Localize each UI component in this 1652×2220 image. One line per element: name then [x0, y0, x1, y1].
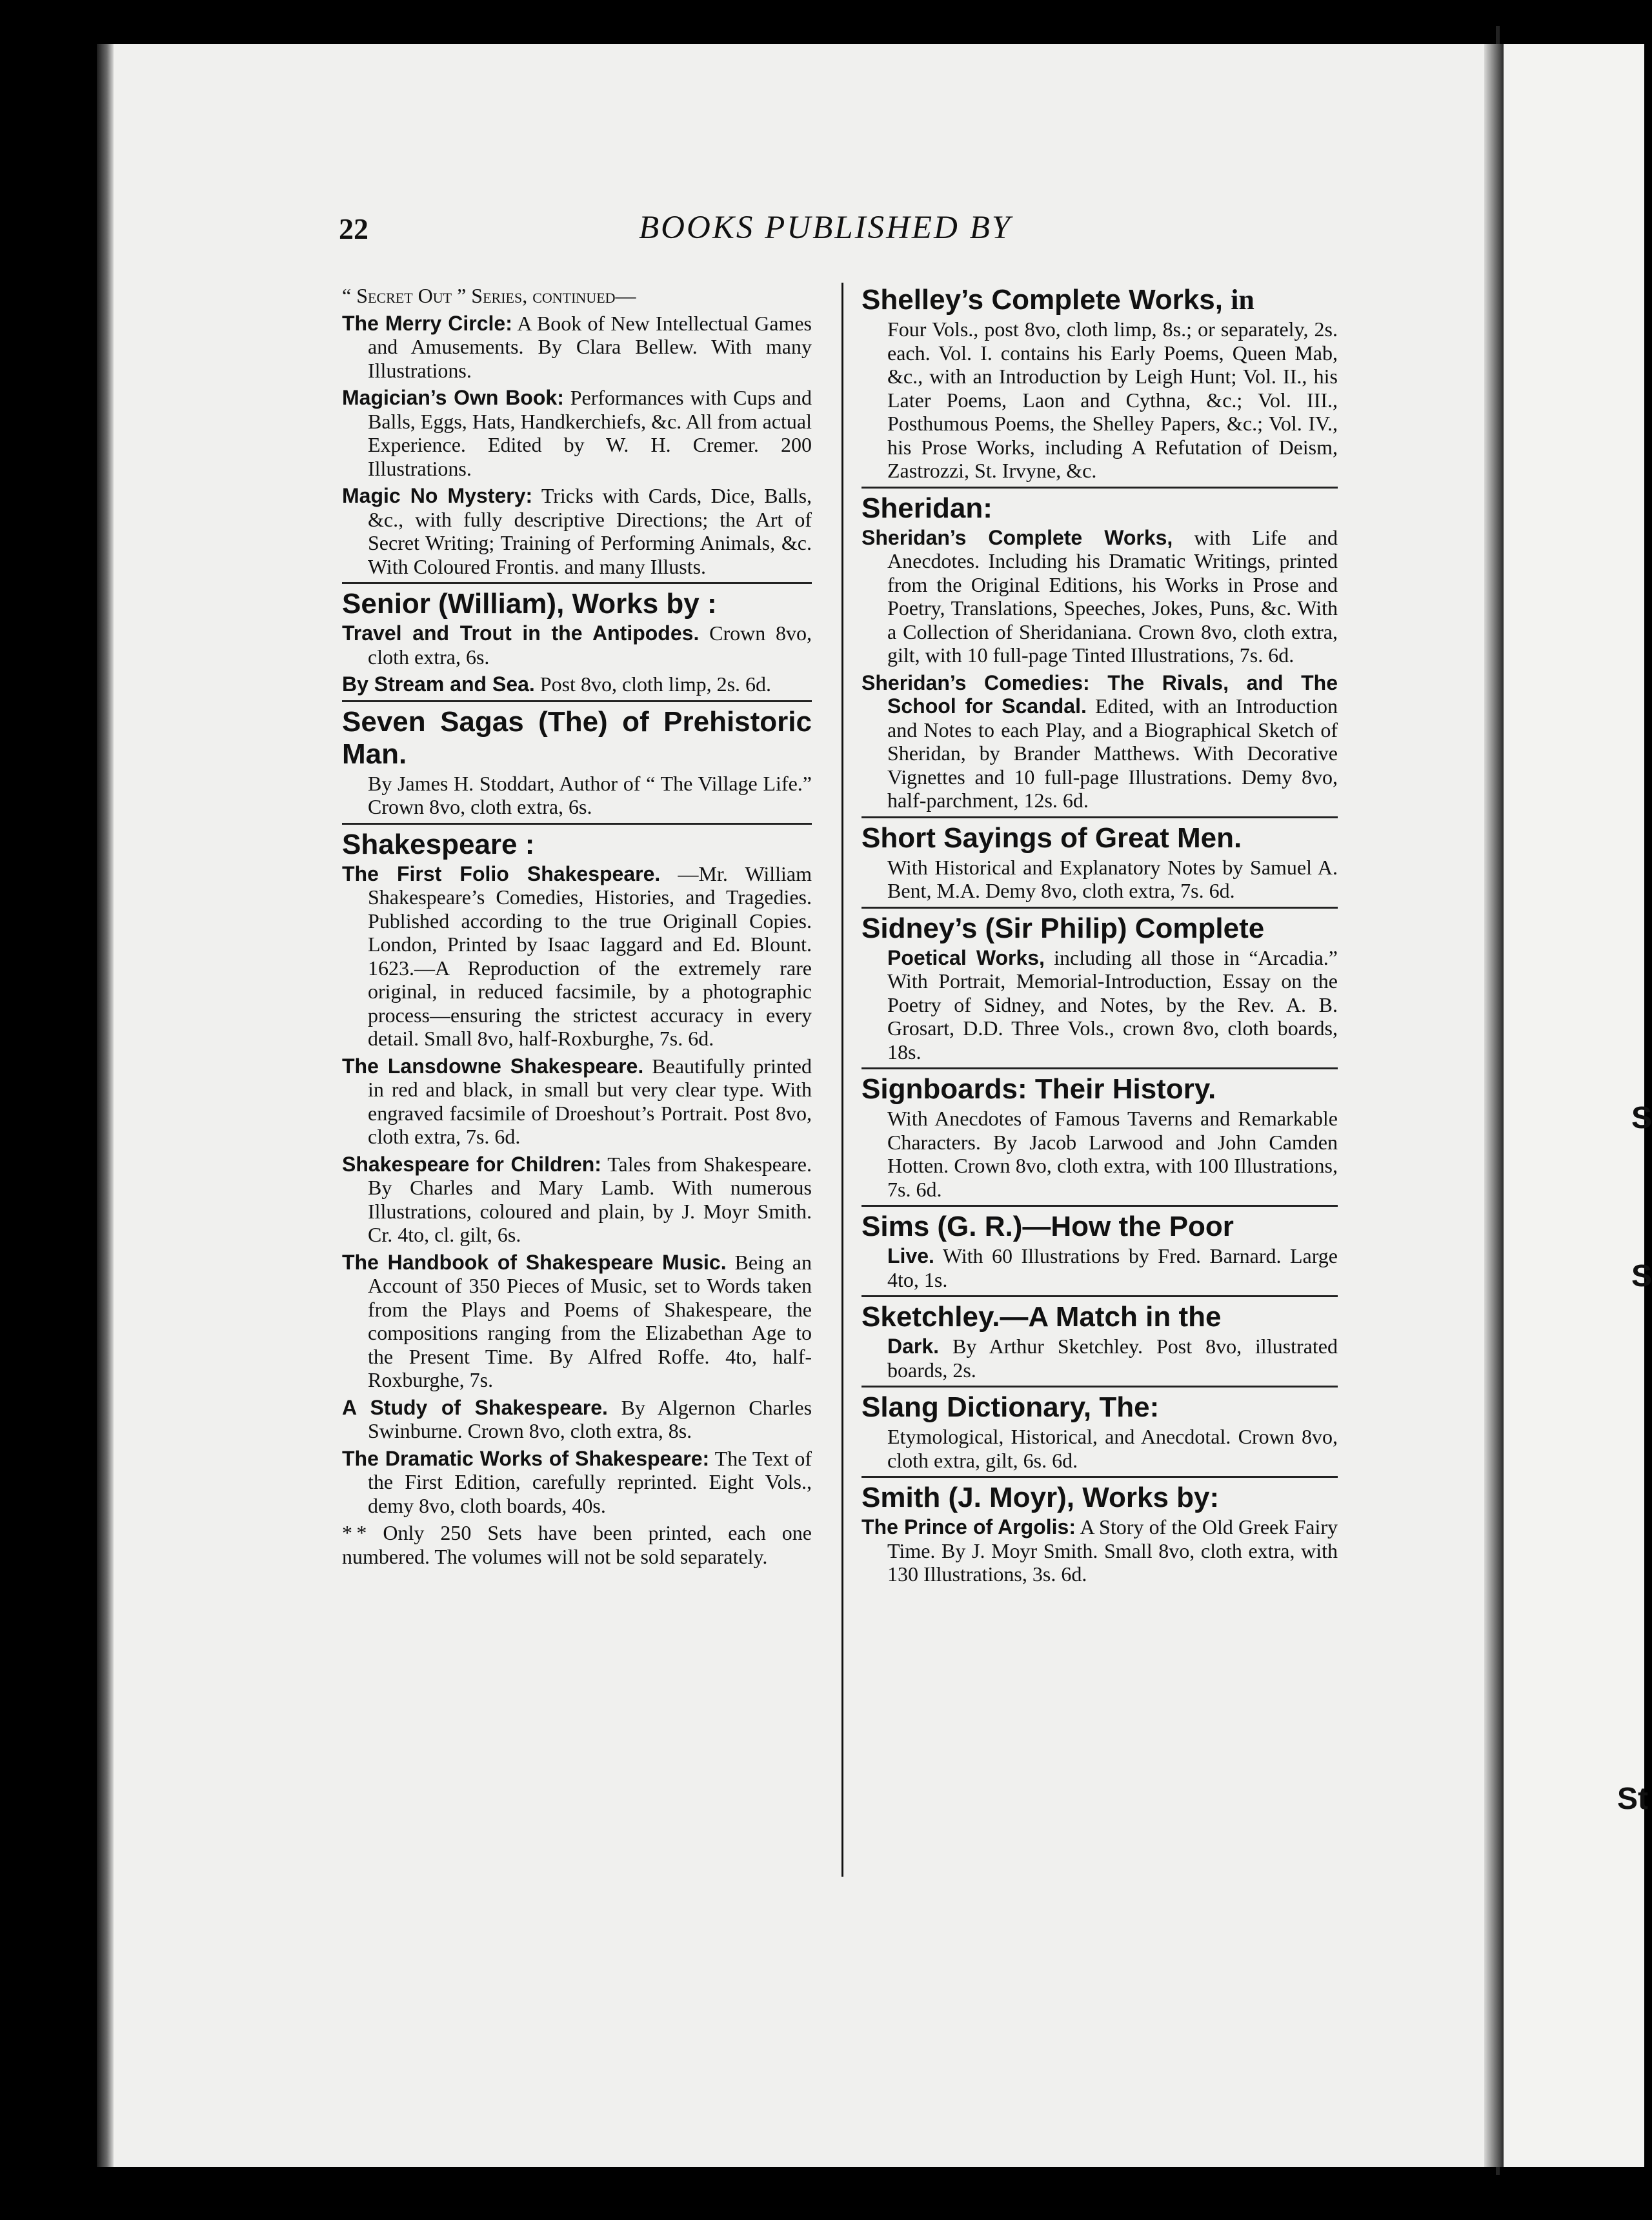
- section-rule: [861, 907, 1338, 909]
- section-rule: [861, 816, 1338, 818]
- page-header: [339, 212, 1087, 257]
- section-rule: [861, 1295, 1338, 1297]
- entry-text: With Historical and Explanatory Notes by Samuel A. Bent, M.A. Demy 8vo, cloth extra, 7s. 6d.: [887, 855, 1338, 902]
- section-title: Seven Sagas (The) of Prehistoric Man.: [342, 705, 812, 770]
- entry-text: With 60 Illustrations by Fred. Barnard. Large 4to, 1s.: [887, 1244, 1338, 1291]
- section-rule: [861, 487, 1338, 489]
- facing-page-fragment: S: [1631, 1259, 1652, 1293]
- column-divider: [841, 283, 843, 1877]
- entry-text: Edited, with an Introduction and Notes to each Play, and a Biographical Sketch of Sheridan, by Brander Matthews. With Decorative Vignettes and 10 full-page Illustrations. Demy 8vo, half-parchment, 12s. 6d.: [887, 694, 1338, 812]
- entry-title: Magician’s Own Book:: [342, 386, 564, 409]
- section-rule: [861, 1205, 1338, 1207]
- section-title: Sidney’s (Sir Philip) Complete: [861, 912, 1265, 944]
- section-rule: [342, 700, 812, 702]
- page-spine-shadow: [97, 44, 114, 2167]
- section-title: Senior (William), Works by :: [342, 588, 717, 620]
- entry-text: including all those in “Arcadia.” With Portrait, Memorial-Introduction, Essay on the Poetry of Sidney, and Notes, by the Rev. A. B. Grosart, D.D. Three Vols., crown 8vo, cloth boards, 18s.: [887, 945, 1338, 1064]
- section-title: Short Sayings of Great Men.: [861, 822, 1242, 854]
- entry-title: Live.: [887, 1244, 934, 1267]
- list-item: [342, 1251, 812, 1392]
- entry-title: The Prince of Argolis:: [861, 1515, 1076, 1539]
- facing-page-fragment: S: [1631, 1101, 1652, 1135]
- page-number: 22: [339, 212, 368, 245]
- list-item: [861, 1335, 1338, 1382]
- section-title: Sketchley.—A Match in the: [861, 1301, 1222, 1333]
- section-title: Shakespeare :: [342, 828, 535, 860]
- section-title-main: Slang Dictionary, The:: [861, 1391, 1160, 1423]
- entry-title: A Study of Shakespeare.: [342, 1395, 608, 1419]
- section-title: Sims (G. R.)—How the Poor: [861, 1211, 1234, 1242]
- list-item: [342, 312, 812, 383]
- section-rule: [861, 1386, 1338, 1388]
- list-item: [342, 1447, 812, 1518]
- entry-text: Beautifully printed in red and black, in small but very clear type. With engraved facsimile of Droeshout’s Portrait. Post 8vo, cloth extra, 7s. 6d.: [368, 1054, 812, 1148]
- section-title: Signboards: Their History.: [861, 1073, 1216, 1105]
- list-item: [342, 1396, 812, 1443]
- entry-text: Being an Account of 350 Pieces of Music, set to Words taken from the Plays and Poems of Shakespeare, the compositions ranging from the Elizabethan Age to the Present Time. By Alfred Roffe. 4to, half-Roxburghe, 7s.: [368, 1250, 812, 1391]
- list-item: [342, 672, 812, 696]
- section-title: [861, 284, 1338, 316]
- entry-title: Sheridan’s Comedies: The Rivals, and The School for Scandal.: [861, 671, 1338, 718]
- entry-title: Magic No Mystery:: [342, 484, 533, 507]
- entry-text: A Book of New Intellectual Games and Amusements. By Clara Bellew. With many Illustrations.: [368, 311, 812, 382]
- entry-text: Post 8vo, cloth limp, 2s. 6d.: [539, 672, 772, 696]
- entry-title: The Dramatic Works of Shakespeare:: [342, 1446, 710, 1470]
- entry-title: By Stream and Sea.: [342, 672, 535, 696]
- section-rule: [861, 1067, 1338, 1069]
- entry-text: Crown 8vo, cloth extra, 6s.: [368, 621, 812, 669]
- list-item: [342, 862, 812, 1051]
- entry-title: The First Folio Shakespeare.: [342, 862, 661, 885]
- list-item: [861, 526, 1338, 667]
- entry-text: The Text of the First Edition, carefully reprinted. Eight Vols., demy 8vo, cloth boards, 40s.: [368, 1446, 812, 1517]
- list-item: [861, 946, 1338, 1064]
- entry-text: By Algernon Charles Swinburne. Crown 8vo, cloth extra, 8s.: [368, 1395, 812, 1442]
- section-rule: [342, 823, 812, 825]
- entry-text: Tales from Shakespeare. By Charles and Mary Lamb. With numerous Illustrations, coloured and plain, by J. Moyr Smith. Cr. 4to, cl. gilt, 6s.: [368, 1152, 812, 1246]
- entry-title: The Merry Circle:: [342, 311, 512, 335]
- list-item: [342, 386, 812, 480]
- entry-title: Poetical Works,: [887, 945, 1045, 969]
- list-item: [861, 1244, 1338, 1291]
- series-label: “ Secret Out ” Series, continued—: [342, 284, 636, 307]
- entry-title: Shakespeare for Children:: [342, 1152, 601, 1176]
- right-column: [861, 284, 1338, 1590]
- entry-text: A Story of the Old Greek Fairy Time. By J. Moyr Smith. Small 8vo, cloth extra, with 130 Illustrations, 3s. 6d.: [887, 1515, 1338, 1586]
- list-item: [342, 484, 812, 578]
- entry-text: Tricks with Cards, Dice, Balls, &c., with fully descriptive Directions; the Art of Secret Writing; Training of Performing Animals, &c. With Coloured Frontis. and many Illusts.: [368, 484, 812, 578]
- entry-text: Etymological, Historical, and Anecdotal. Crown 8vo, cloth extra, gilt, 6s. 6d.: [887, 1425, 1338, 1472]
- page-gutter-shadow: [1484, 44, 1504, 2167]
- entry-text: By James H. Stoddart, Author of “ The Village Life.” Crown 8vo, cloth extra, 6s.: [368, 771, 812, 818]
- list-item: [861, 1515, 1338, 1586]
- entry-text: Four Vols., post 8vo, cloth limp, 8s.; or separately, 2s. each. Vol. I. contains his Early Poems, Queen Mab, &c., with an Introduction by Leigh Hunt; Vol. II., his Later Poems, Laon and Cythna, &c.; Vol. III., Posthumous Poems, the Shelley Papers, &c.; Vol. IV., his Prose Works, including A Refutation of Deism, Zastrozzi, St. Irvyne, &c.: [887, 318, 1338, 482]
- entry-title: Travel and Trout in the Antipodes.: [342, 621, 700, 645]
- list-item: [342, 1153, 812, 1247]
- facing-page-fragment: St: [1617, 1782, 1648, 1816]
- section-title: Sheridan:: [861, 492, 992, 524]
- section-title-main: Shelley’s Complete Works,: [861, 284, 1223, 316]
- section-title: Smith (J. Moyr), Works by:: [861, 1482, 1220, 1513]
- section-title-tail: in: [1231, 284, 1254, 316]
- entry-text: By Arthur Sketchley. Post 8vo, illustrated boards, 2s.: [887, 1335, 1338, 1382]
- section-title: [861, 1391, 1338, 1424]
- facing-page: [1504, 44, 1644, 2167]
- list-item: [342, 1054, 812, 1149]
- entry-text: with Life and Anecdotes. Including his Dramatic Writings, printed from the Original Editions, his Works in Prose and Poetry, Translations, Speeches, Jokes, Puns, &c. With a Collection of Sheridaniana. Crown 8vo, cloth extra, gilt, with 10 full-page Tinted Illustrations, 7s. 6d.: [887, 525, 1338, 667]
- entry-title: The Lansdowne Shakespeare.: [342, 1054, 644, 1078]
- footnote: * * Only 250 Sets have been printed, each one numbered. The volumes will not be sold separately.: [342, 1521, 812, 1568]
- entry-text: With Anecdotes of Famous Taverns and Remarkable Characters. By Jacob Larwood and John Camden Hotten. Crown 8vo, cloth extra, with 100 Illustrations, 7s. 6d.: [887, 1107, 1338, 1201]
- list-item: [861, 671, 1338, 812]
- running-head: BOOKS PUBLISHED BY: [639, 210, 1012, 246]
- entry-text: —Mr. William Shakespeare’s Comedies, Histories, and Tragedies. Published according to the true Originall Copies. London, Printed by Isaac Iaggard and Ed. Blount. 1623.—A Reproduction of the extremely rare original, in reduced facsimile, by a photographic process—ensuring the strictest accuracy in every detail. Small 8vo, half-Roxburghe, 7s. 6d.: [368, 862, 812, 1050]
- left-column: [342, 284, 812, 1568]
- list-item: [342, 621, 812, 669]
- entry-title: The Handbook of Shakespeare Music.: [342, 1250, 727, 1274]
- entry-title: Sheridan’s Complete Works,: [861, 525, 1173, 549]
- section-rule: [861, 1476, 1338, 1478]
- entry-text: Performances with Cups and Balls, Eggs, Hats, Handkerchiefs, &c. All from actual Experience. Edited by W. H. Cremer. 200 Illustrations.: [368, 386, 812, 480]
- entry-title: Dark.: [887, 1335, 940, 1358]
- section-rule: [342, 582, 812, 584]
